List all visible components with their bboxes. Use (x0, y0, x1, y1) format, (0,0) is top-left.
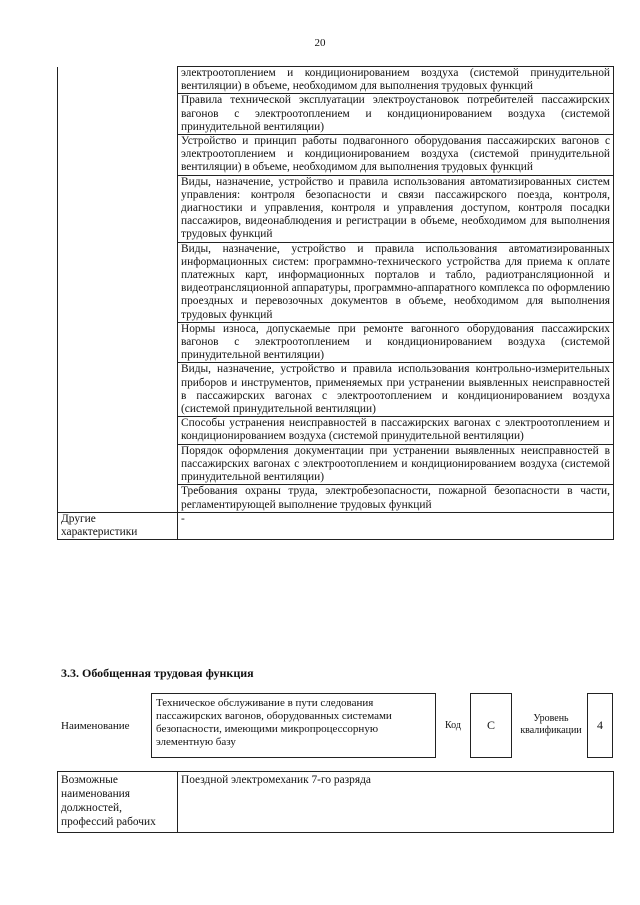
generalized-function-row (61, 693, 613, 759)
knowledge-item: Способы устранения неисправностей в пассажирских вагонах с электроотоплением и кондиционированием воздуха (системой принудительной вентиляции) (178, 417, 614, 444)
knowledge-item: электроотоплением и кондиционированием воздуха (системой принудительной вентиляции) в объеме, необходимом для выполнения трудовых функций (178, 67, 614, 94)
name-value: Техническое обслуживание в пути следования пассажирских вагонов, оборудованных системами безопасности, имеющими микропроцессорную элементную базу (151, 693, 436, 758)
name-label: Наименование (61, 720, 130, 732)
positions-label: Возможные наименования должностей, профессий рабочих (58, 772, 178, 833)
level-label: Уровень квалификации (520, 713, 582, 736)
code-value: C (470, 693, 512, 758)
other-characteristics-label: Другие характеристики (58, 512, 178, 539)
knowledge-item: Нормы износа, допускаемые при ремонте вагонного оборудования пассажирских вагонов с электроотоплением и кондиционированием воздуха (системой принудительной вентиляции) (178, 322, 614, 363)
table-row (58, 67, 614, 94)
positions-value: Поездной электромеханик 7-го разряда (178, 772, 614, 833)
code-label: Код (445, 720, 461, 731)
knowledge-item: Порядок оформления документации при устранении выявленных неисправностей в пассажирских вагонах с электроотоплением и кондиционированием воздуха (системой принудительной вентиляции) (178, 444, 614, 485)
section-heading: 3.3. Обобщенная трудовая функция (61, 666, 254, 680)
level-value: 4 (587, 693, 613, 758)
empty-label-cell (58, 67, 178, 513)
knowledge-item: Устройство и принцип работы подвагонного оборудования пассажирских вагонов с электроотоплением и кондиционированием воздуха (системой принудительной вентиляции) в объеме, необходимом для выполнения трудовых функций (178, 135, 614, 176)
knowledge-item: Виды, назначение, устройство и правила использования контрольно-измерительных приборов и инструментов, применяемых при устранении выявленных неисправностей в пассажирских вагонах с электроотоплением и кондиционированием воздуха (системой принудительной вентиляции) (178, 363, 614, 417)
knowledge-table (57, 66, 614, 540)
page-number: 20 (314, 37, 326, 49)
knowledge-item: Виды, назначение, устройство и правила использования автоматизированных систем управления: контроля безопасности и связи пассажирского поезда, контроля, диагностики и управления, контроля и управления доступом, контроля посадки пассажиров, видеонаблюдения и регистрации в объеме, необходимом для выполнения трудовых функций (178, 175, 614, 242)
knowledge-item: Правила технической эксплуатации электроустановок потребителей пассажирских вагонов с электроотоплением и кондиционированием воздуха (системой принудительной вентиляции) (178, 94, 614, 135)
other-characteristics-row (58, 512, 614, 539)
knowledge-item: Виды, назначение, устройство и правила использования автоматизированных информационных систем: программно-технического устройства для приема к оплате платежных карт, информационных порталов и табло, радиотрансляционной и видеотрансляционной аппаратуры, программно-аппаратного комплекса по оформлению проездных и перевозочных документов в объеме, необходимом для выполнения трудовых функций (178, 242, 614, 322)
knowledge-item: Требования охраны труда, электробезопасности, пожарной безопасности в части, регламентирующей выполнение трудовых функций (178, 485, 614, 512)
other-characteristics-value: - (178, 512, 614, 539)
table-row (58, 772, 614, 833)
positions-table (57, 771, 614, 833)
